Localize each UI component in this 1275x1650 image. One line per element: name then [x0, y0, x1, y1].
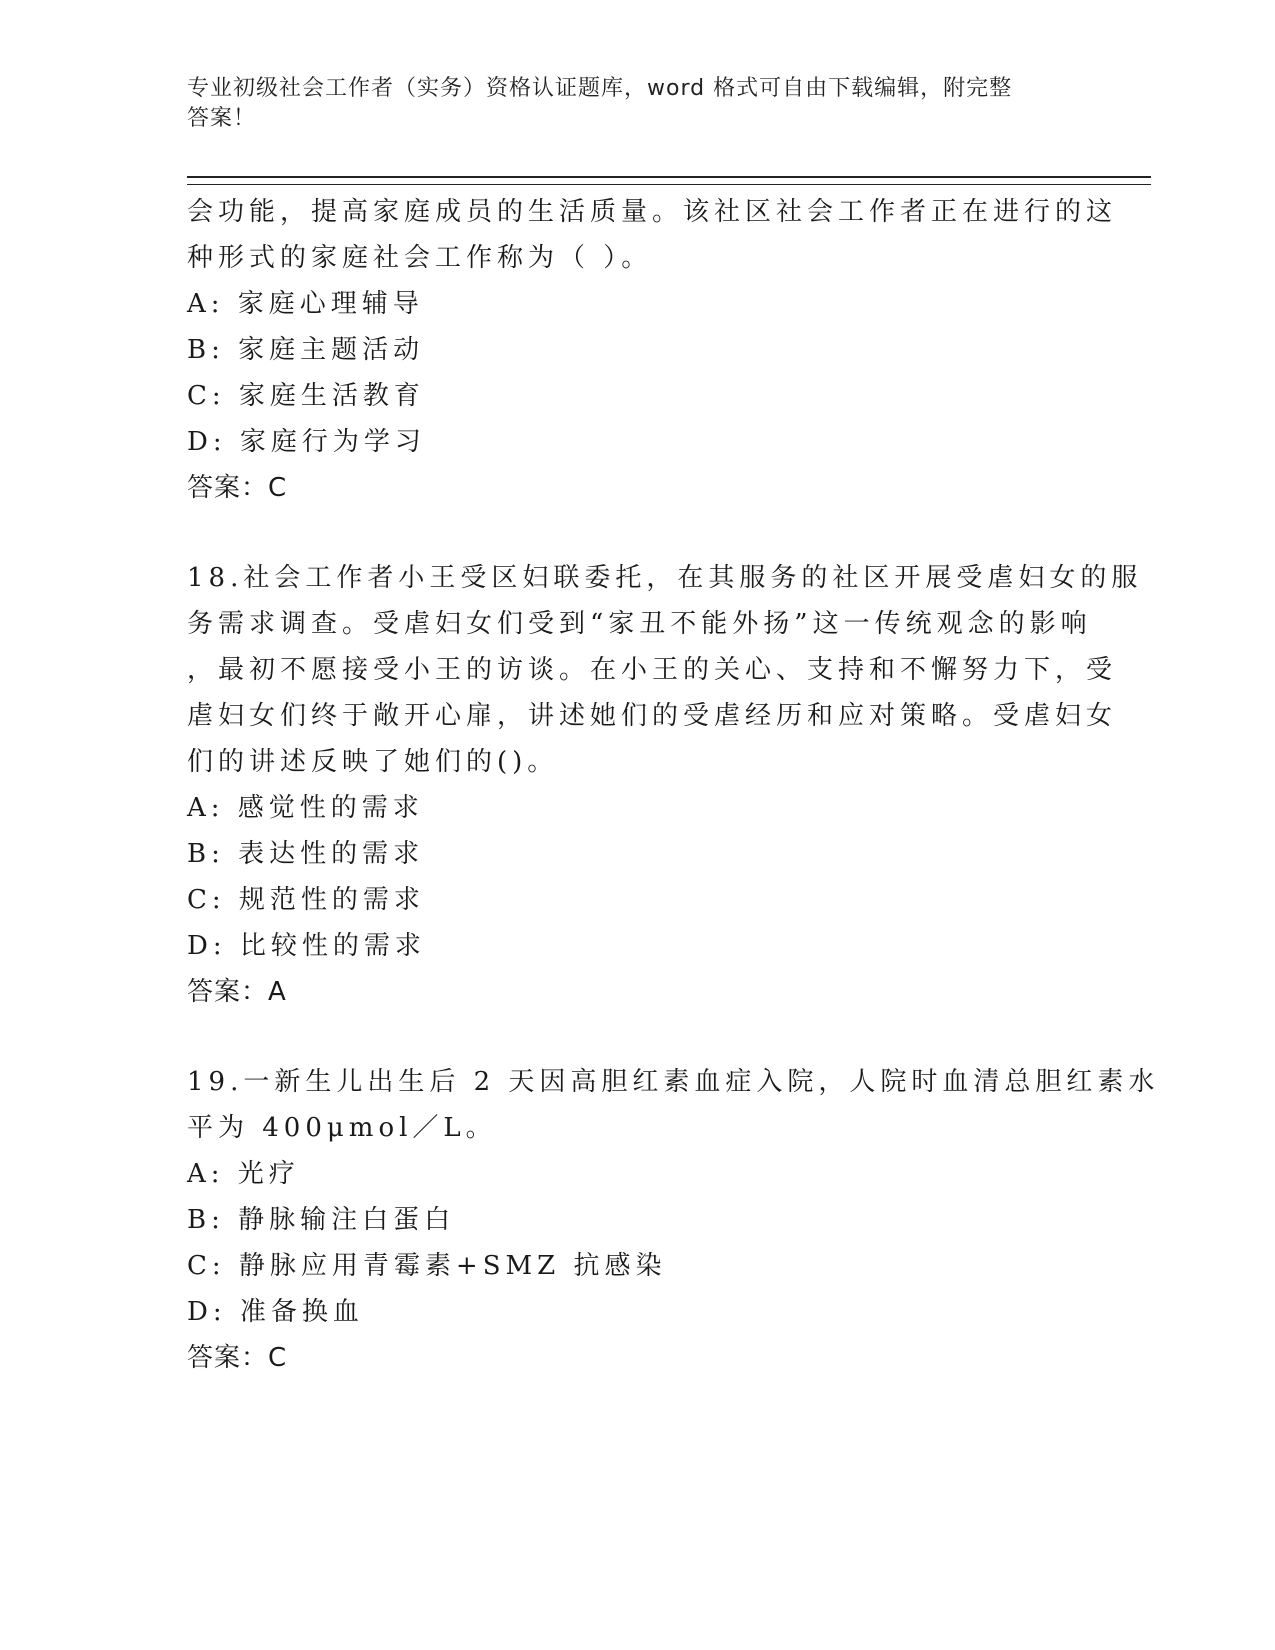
question-text-line: ，最初不愿接受小王的访谈。在小王的关心、支持和不懈努力下，受 [187, 655, 1118, 685]
question-text-line: 18.社会工作者小王受区妇联委托，在其服务的社区开展受虐妇女的服 [187, 563, 1143, 593]
option-b: B: 静脉输注白蛋白 [187, 1205, 456, 1235]
question-17 [187, 189, 1118, 511]
answer-line: 答案：C [187, 473, 288, 503]
option-c: C: 规范性的需求 [187, 885, 425, 915]
question-list [187, 189, 1160, 1381]
option-a: A: 家庭心理辅导 [187, 289, 424, 319]
option-d: D: 比较性的需求 [187, 931, 426, 961]
option-b: B: 表达性的需求 [187, 839, 425, 869]
option-c: C: 家庭生活教育 [187, 381, 425, 411]
header-line: 答案！ [187, 106, 257, 131]
option-b: B: 家庭主题活动 [187, 335, 425, 365]
question-text-line: 19.一新生儿出生后 2 天因高胆红素血症入院，人院时血清总胆红素水 [187, 1067, 1160, 1097]
question-19 [187, 1059, 1160, 1381]
question-text-line: 务需求调查。受虐妇女们受到“家丑不能外扬”这一传统观念的影响 [187, 609, 1092, 639]
question-text-line: 虐妇女们终于敞开心扉，讲述她们的受虐经历和应对策略。受虐妇女 [187, 701, 1118, 731]
question-text-line: 种形式的家庭社会工作称为（ ）。 [187, 243, 653, 273]
option-c: C: 静脉应用青霉素+SMZ 抗感染 [187, 1251, 667, 1281]
question-text-line: 们的讲述反映了她们的()。 [187, 747, 559, 777]
option-a: A: 光疗 [187, 1159, 300, 1189]
header-divider [187, 176, 1151, 185]
option-d: D: 家庭行为学习 [187, 427, 426, 457]
answer-line: 答案：A [187, 977, 287, 1007]
header-line: 专业初级社会工作者（实务）资格认证题库，word 格式可自由下载编辑，附完整 [187, 76, 1013, 101]
option-d: D: 准备换血 [187, 1297, 364, 1327]
question-text-line: 会功能，提高家庭成员的生活质量。该社区社会工作者正在进行的这 [187, 197, 1118, 227]
answer-line: 答案：C [187, 1343, 288, 1373]
document-header [187, 74, 1067, 134]
question-18 [187, 555, 1143, 1015]
option-a: A: 感觉性的需求 [187, 793, 424, 823]
question-text-line: 平为 400μmol／L。 [187, 1113, 497, 1143]
